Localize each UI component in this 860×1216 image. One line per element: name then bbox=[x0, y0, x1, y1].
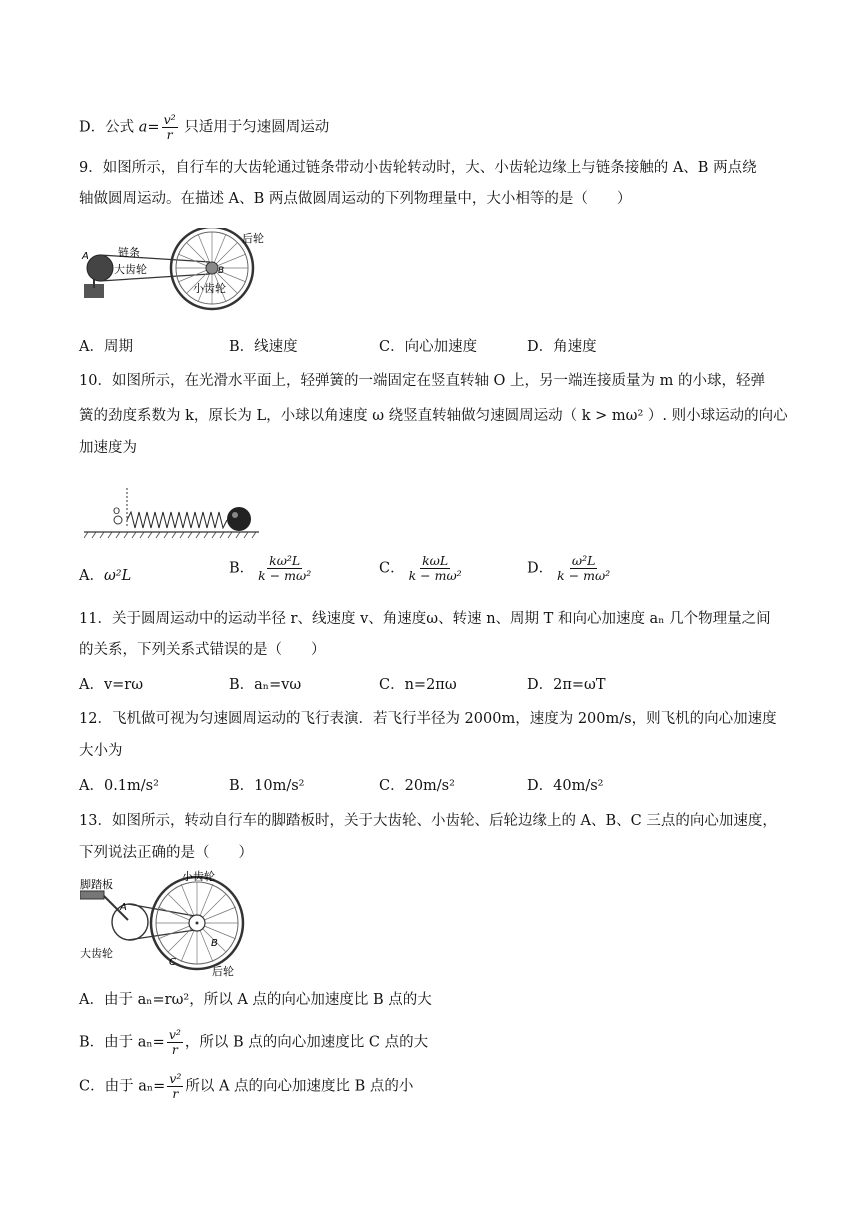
q10-option-c-num: kωL bbox=[422, 553, 449, 568]
q9-option-a: A．周期 bbox=[79, 339, 133, 355]
q9-label-rear-wheel: 后轮 bbox=[242, 232, 264, 245]
q10-option-c-den: k − mω² bbox=[408, 568, 462, 583]
q8-formula-num: v² bbox=[163, 112, 176, 127]
q12-option-d: D．40m/s² bbox=[527, 778, 604, 794]
q11-stem-line2: 的关系，下列关系式错误的是（ ） bbox=[79, 642, 326, 658]
q10-option-b-den: k − mω² bbox=[258, 568, 312, 583]
q12-stem-line2: 大小为 bbox=[79, 743, 123, 759]
q9-option-c: C．向心加速度 bbox=[379, 339, 478, 355]
q9-option-d: D．角速度 bbox=[527, 339, 597, 355]
q13-option-a: A．由于 aₙ=rω²，所以 A 点的向心加速度比 B 点的大 bbox=[79, 992, 432, 1008]
q10-axis-point-o bbox=[114, 516, 122, 524]
q12-option-c: C．20m/s² bbox=[379, 778, 455, 794]
q13-label-small-gear: 小齿轮 bbox=[182, 870, 215, 883]
q13-stem-line1: 13．如图所示，转动自行车的脚踏板时，关于大齿轮、小齿轮、后轮边缘上的 A、B、C 三点的向心加速度， bbox=[79, 813, 777, 829]
q9-bicycle-figure bbox=[80, 228, 280, 316]
q10-option-d bbox=[527, 554, 614, 583]
q13-label-pedal: 脚踏板 bbox=[80, 878, 113, 891]
q9-stem-line2: 轴做圆周运动。在描述 A、B 两点做圆周运动的下列物理量中，大小相等的是（ ） bbox=[79, 191, 632, 207]
q10-spring-figure bbox=[84, 486, 264, 542]
q10-spring bbox=[127, 512, 227, 528]
q13-option-b-fraction bbox=[167, 1028, 183, 1057]
q10-option-c-prefix: C． bbox=[379, 560, 405, 577]
q8-formula-fraction bbox=[162, 113, 178, 142]
q10-option-b-fraction bbox=[256, 554, 313, 583]
q9-label-b: B bbox=[218, 266, 225, 276]
q9-small-gear bbox=[206, 262, 218, 274]
q13-stem-line2: 下列说法正确的是（ ） bbox=[79, 845, 253, 861]
q9-label-chain: 链条 bbox=[118, 246, 140, 259]
q13-option-c bbox=[79, 1072, 413, 1101]
q9-label-big-gear: 大齿轮 bbox=[114, 263, 147, 276]
q8-d-suffix: 只适用于匀速圆周运动 bbox=[184, 119, 330, 136]
q13-label-a: A bbox=[120, 902, 127, 913]
q11-stem-line1: 11．关于圆周运动中的运动半径 r、线速度 v、角速度ω、转速 n、周期 T 和向心加速度 aₙ 几个物理量之间 bbox=[79, 611, 771, 627]
q10-option-b bbox=[229, 554, 315, 583]
q13-option-c-num: v² bbox=[169, 1071, 182, 1086]
q10-option-d-den: k − mω² bbox=[557, 568, 611, 583]
q13-pedal bbox=[80, 891, 104, 899]
q11-option-b: B．aₙ=vω bbox=[229, 677, 302, 693]
q10-label-o: O bbox=[113, 507, 121, 517]
q10-option-b-num: kω²L bbox=[269, 553, 301, 568]
q13-option-b-suffix: ，所以 B 点的向心加速度比 C 点的大 bbox=[184, 1034, 429, 1051]
q10-option-d-fraction bbox=[555, 554, 612, 583]
q13-option-b-num: v² bbox=[168, 1027, 181, 1042]
q12-option-a: A．0.1m/s² bbox=[79, 778, 159, 794]
q8-formula-lhs: a bbox=[138, 119, 148, 136]
q8-formula-eq: = bbox=[147, 119, 160, 136]
q10-option-d-num: ω²L bbox=[571, 553, 596, 568]
q10-ball bbox=[227, 507, 251, 531]
q9-option-b: B．线速度 bbox=[229, 339, 298, 355]
q9-big-gear bbox=[87, 255, 113, 281]
q10-option-a-value: ω²L bbox=[103, 568, 132, 584]
q13-option-b-prefix: B．由于 aₙ= bbox=[79, 1034, 165, 1051]
q9-label-a: A bbox=[82, 251, 89, 262]
q10-stem-line1: 10．如图所示，在光滑水平面上，轻弹簧的一端固定在竖直转轴 O 上，另一端连接质量为 m 的小球，轻弹 bbox=[79, 373, 766, 389]
q13-label-rear-wheel: 后轮 bbox=[212, 965, 234, 978]
q9-chain-top bbox=[100, 255, 210, 262]
q10-option-b-prefix: B． bbox=[229, 560, 255, 577]
q13-option-c-fraction bbox=[167, 1072, 183, 1101]
q10-option-c-fraction bbox=[407, 554, 464, 583]
q13-option-c-suffix: 所以 A 点的向心加速度比 B 点的小 bbox=[185, 1078, 414, 1095]
q13-option-c-prefix: C．由于 aₙ= bbox=[79, 1078, 166, 1095]
q10-option-d-prefix: D． bbox=[527, 560, 554, 577]
q9-stem-line1: 9．如图所示，自行车的大齿轮通过链条带动小齿轮转动时，大、小齿轮边缘上与链条接触的 A、B 两点绕 bbox=[79, 160, 757, 176]
q13-bicycle-figure bbox=[80, 866, 250, 978]
q13-option-c-den: r bbox=[172, 1086, 179, 1101]
q10-option-a-prefix: A． bbox=[79, 568, 104, 584]
q12-option-b: B．10m/s² bbox=[229, 778, 305, 794]
q13-label-b: B bbox=[211, 938, 218, 949]
q13-label-c: C bbox=[169, 957, 176, 968]
q13-label-big-gear: 大齿轮 bbox=[80, 947, 113, 960]
q13-option-b-den: r bbox=[171, 1042, 178, 1057]
q9-label-small-gear: 小齿轮 bbox=[193, 282, 226, 295]
q11-option-d: D．2π=ωT bbox=[527, 677, 606, 693]
q11-option-c: C．n=2πω bbox=[379, 677, 457, 693]
q10-option-a bbox=[79, 566, 131, 586]
q11-option-a: A．v=rω bbox=[79, 677, 144, 693]
q8-option-d bbox=[79, 113, 329, 142]
q8-formula-den: r bbox=[166, 127, 173, 142]
q13-option-b bbox=[79, 1028, 428, 1057]
q8-d-prefix: D．公式 bbox=[79, 119, 135, 136]
q10-stem-line3: 加速度为 bbox=[79, 440, 137, 456]
q12-stem-line1: 12．飞机做可视为匀速圆周运动的飞行表演．若飞行半径为 2000m，速度为 200m/s，则飞机的向心加速度 bbox=[79, 711, 777, 727]
q10-stem-line2: 簧的劲度系数为 k，原长为 L，小球以角速度 ω 绕竖直转轴做匀速圆周运动（ k > mω² ）. 则小球运动的向心 bbox=[79, 408, 788, 424]
q10-option-c bbox=[379, 554, 466, 583]
